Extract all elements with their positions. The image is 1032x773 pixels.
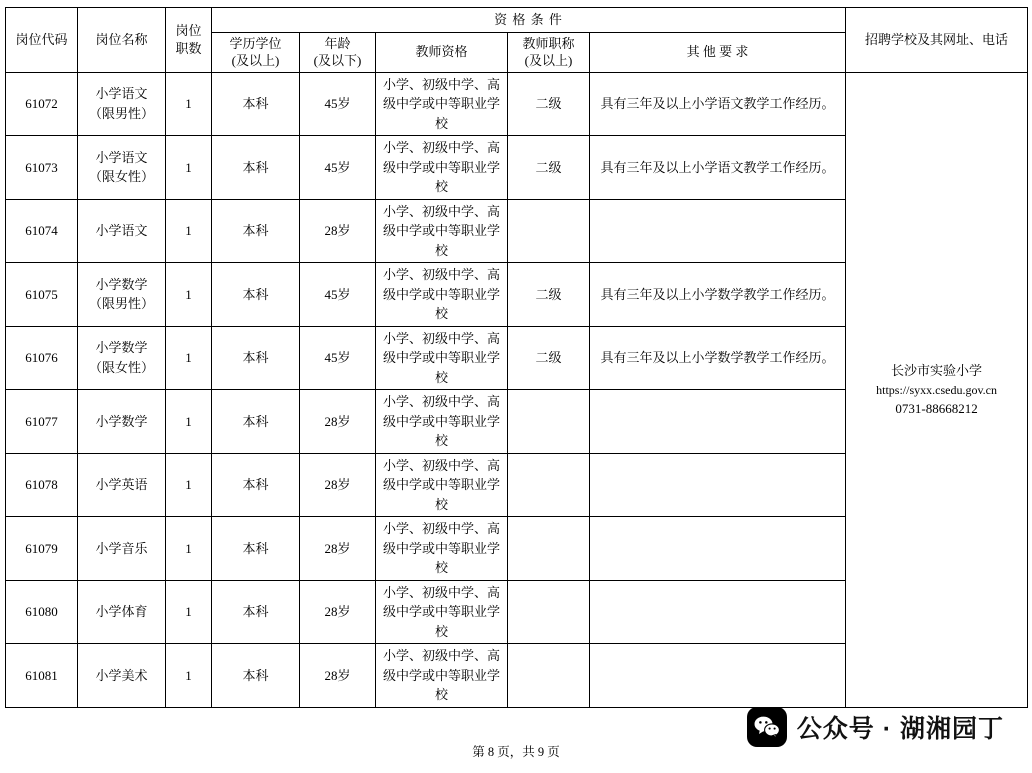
cell-code: 61078 [6, 453, 78, 517]
cell-education: 本科 [212, 517, 300, 581]
cell-number: 1 [166, 199, 212, 263]
recruitment-table [5, 7, 1028, 708]
header-teacher-title [508, 32, 590, 72]
cell-age: 28岁 [300, 644, 376, 708]
cell-number: 1 [166, 644, 212, 708]
brand-watermark [747, 707, 1004, 747]
cell-name [78, 199, 166, 263]
cell-number: 1 [166, 72, 212, 136]
cell-code: 61074 [6, 199, 78, 263]
header-teacher-certificate: 教师资格 [376, 32, 508, 72]
cell-code: 61073 [6, 136, 78, 200]
cell-name-line2: （限女性） [88, 169, 154, 185]
cell-name-line1: 小学数学 [95, 340, 148, 356]
cell-name-line2: （限女性） [88, 359, 154, 375]
cell-name [78, 453, 166, 517]
cell-name [78, 580, 166, 644]
header-other-requirements: 其 他 要 求 [590, 32, 846, 72]
cell-name-line1: 小学体育 [95, 604, 148, 620]
cell-number: 1 [166, 517, 212, 581]
cell-number: 1 [166, 136, 212, 200]
header-number-line2: 职数 [175, 40, 202, 56]
cell-certificate: 小学、初级中学、高级中学或中等职业学校 [376, 326, 508, 390]
cell-age: 28岁 [300, 453, 376, 517]
cell-certificate: 小学、初级中学、高级中学或中等职业学校 [376, 136, 508, 200]
cell-name [78, 263, 166, 327]
cell-name-line1: 小学美术 [95, 667, 148, 683]
header-title-line2: (及以上) [524, 53, 573, 69]
cell-name-line1: 小学语文 [95, 149, 148, 165]
cell-code: 61077 [6, 390, 78, 454]
header-name: 岗位名称 [78, 8, 166, 73]
cell-certificate: 小学、初级中学、高级中学或中等职业学校 [376, 199, 508, 263]
header-qualification-group: 资 格 条 件 [212, 8, 846, 33]
cell-other [590, 390, 846, 454]
cell-name [78, 326, 166, 390]
cell-other [590, 644, 846, 708]
cell-number: 1 [166, 580, 212, 644]
cell-certificate: 小学、初级中学、高级中学或中等职业学校 [376, 390, 508, 454]
cell-age: 28岁 [300, 390, 376, 454]
cell-education: 本科 [212, 199, 300, 263]
cell-code: 61080 [6, 580, 78, 644]
cell-name-line1: 小学音乐 [95, 540, 148, 556]
cell-name-line2: （限男性） [88, 105, 154, 121]
header-age [300, 32, 376, 72]
cell-other: 具有三年及以上小学语文教学工作经历。 [590, 136, 846, 200]
cell-title [508, 199, 590, 263]
cell-title [508, 517, 590, 581]
page-footer [0, 742, 1032, 760]
cell-age: 28岁 [300, 580, 376, 644]
cell-title: 二级 [508, 326, 590, 390]
cell-other: 具有三年及以上小学数学教学工作经历。 [590, 263, 846, 327]
cell-name [78, 517, 166, 581]
header-education [212, 32, 300, 72]
school-website[interactable]: https://syxx.csedu.gov.cn [876, 382, 997, 397]
cell-education: 本科 [212, 644, 300, 708]
school-name: 长沙市实验小学 [891, 363, 983, 379]
cell-certificate: 小学、初级中学、高级中学或中等职业学校 [376, 644, 508, 708]
cell-education: 本科 [212, 263, 300, 327]
cell-other: 具有三年及以上小学语文教学工作经历。 [590, 72, 846, 136]
cell-code: 61072 [6, 72, 78, 136]
cell-name-line1: 小学语文 [95, 223, 148, 239]
table-header-row-1 [6, 8, 1028, 33]
cell-name-line1: 小学英语 [95, 477, 148, 493]
cell-education: 本科 [212, 580, 300, 644]
table-header [6, 8, 1028, 73]
cell-name [78, 390, 166, 454]
wechat-icon [747, 707, 787, 747]
cell-name [78, 72, 166, 136]
document-page [0, 7, 1032, 773]
cell-education: 本科 [212, 390, 300, 454]
cell-title: 二级 [508, 72, 590, 136]
cell-title [508, 390, 590, 454]
cell-title: 二级 [508, 136, 590, 200]
cell-certificate: 小学、初级中学、高级中学或中等职业学校 [376, 580, 508, 644]
cell-other: 具有三年及以上小学数学教学工作经历。 [590, 326, 846, 390]
cell-certificate: 小学、初级中学、高级中学或中等职业学校 [376, 517, 508, 581]
header-age-line2: (及以下) [313, 53, 362, 69]
header-school: 招聘学校及其网址、电话 [846, 8, 1028, 73]
cell-education: 本科 [212, 72, 300, 136]
cell-title [508, 453, 590, 517]
cell-name [78, 644, 166, 708]
school-phone: 0731-88668212 [895, 400, 978, 416]
cell-age: 45岁 [300, 136, 376, 200]
cell-number: 1 [166, 453, 212, 517]
cell-other [590, 453, 846, 517]
cell-title [508, 580, 590, 644]
table-row [6, 72, 1028, 136]
cell-name-line1: 小学语文 [95, 86, 148, 102]
cell-certificate: 小学、初级中学、高级中学或中等职业学校 [376, 72, 508, 136]
cell-code: 61081 [6, 644, 78, 708]
cell-code: 61076 [6, 326, 78, 390]
cell-education: 本科 [212, 326, 300, 390]
cell-code: 61079 [6, 517, 78, 581]
header-age-line1: 年龄 [324, 35, 351, 51]
cell-name-line1: 小学数学 [95, 276, 148, 292]
cell-certificate: 小学、初级中学、高级中学或中等职业学校 [376, 263, 508, 327]
cell-name-line2: （限男性） [88, 296, 154, 312]
cell-title: 二级 [508, 263, 590, 327]
cell-other [590, 517, 846, 581]
header-number-line1: 岗位 [175, 23, 202, 39]
cell-age: 45岁 [300, 326, 376, 390]
cell-age: 45岁 [300, 263, 376, 327]
cell-age: 45岁 [300, 72, 376, 136]
cell-age: 28岁 [300, 517, 376, 581]
page-number-label: 第 8 页，共 9 页 [472, 745, 560, 759]
cell-code: 61075 [6, 263, 78, 327]
cell-education: 本科 [212, 136, 300, 200]
cell-number: 1 [166, 263, 212, 327]
cell-age: 28岁 [300, 199, 376, 263]
header-number [166, 8, 212, 73]
cell-number: 1 [166, 326, 212, 390]
cell-number: 1 [166, 390, 212, 454]
header-education-line1: 学历学位 [229, 35, 282, 51]
cell-name [78, 136, 166, 200]
cell-certificate: 小学、初级中学、高级中学或中等职业学校 [376, 453, 508, 517]
cell-title [508, 644, 590, 708]
table-body [6, 72, 1028, 707]
cell-education: 本科 [212, 453, 300, 517]
brand-label: 公众号 · 湖湘园丁 [796, 715, 1004, 743]
cell-school [846, 72, 1028, 707]
header-code: 岗位代码 [6, 8, 78, 73]
cell-other [590, 199, 846, 263]
cell-other [590, 580, 846, 644]
header-title-line1: 教师职称 [522, 35, 575, 51]
cell-name-line1: 小学数学 [95, 413, 148, 429]
header-education-line2: (及以上) [231, 53, 280, 69]
